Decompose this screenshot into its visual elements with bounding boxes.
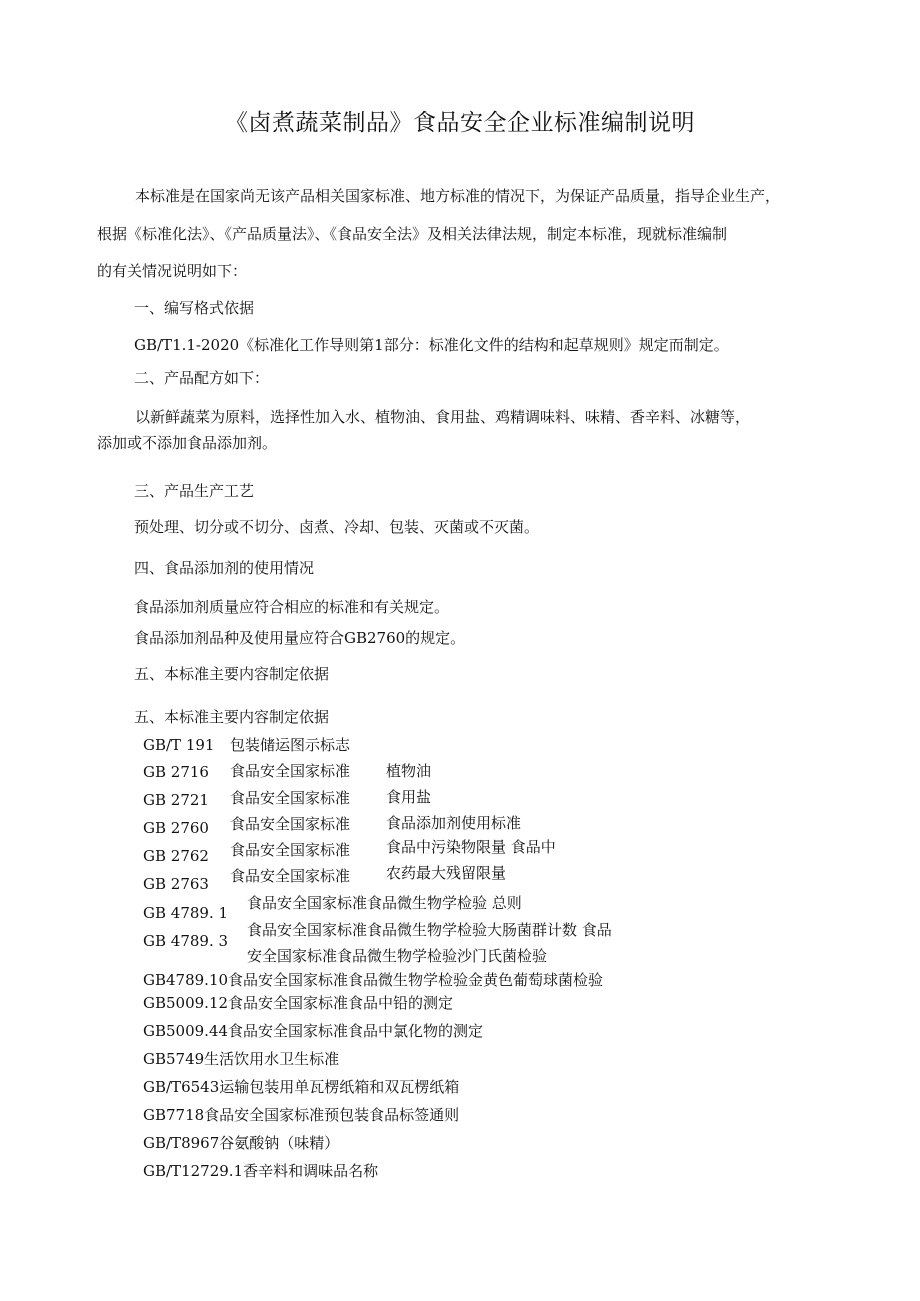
standard-wrapped-line: 安全国家标准食品微生物学检验沙门氏菌检验 <box>247 947 548 965</box>
standard-subject: 食品添加剂使用标准 <box>386 814 522 832</box>
standard-entry: GB/T12729.1香辛料和调味品名称 <box>143 1162 379 1180</box>
section-4-line-1: 食品添加剂质量应符合相应的标准和有关规定。 <box>134 598 450 616</box>
section-2-heading: 二、产品配方如下： <box>134 369 270 387</box>
standard-title: 食品安全国家标准 <box>230 815 351 833</box>
standard-code: GB 2721 <box>143 791 209 809</box>
standard-title: 食品安全国家标准 <box>230 841 351 859</box>
section-1-text: GB/T1.1-2020《标准化工作导则第1部分：标准化文件的结构和起草规则》规定而制定。 <box>134 336 729 354</box>
standard-code: GB 2716 <box>143 763 209 781</box>
standard-code: GB 4789. 1 <box>143 904 229 922</box>
standard-code: GB 2763 <box>143 875 209 893</box>
standard-title: 食品安全国家标准 <box>230 789 351 807</box>
standard-title: 食品安全国家标准 <box>230 762 351 780</box>
standard-entry: GB7718食品安全国家标准预包装食品标签通则 <box>143 1106 460 1124</box>
intro-line-2: 根据《标准化法》、《产品质量法》、《食品安全法》及相关法律法规，制定本标准，现就标准编制 <box>97 225 728 243</box>
intro-line-1: 本标准是在国家尚无该产品相关国家标准、地方标准的情况下，为保证产品质量，指导企业生产， <box>135 187 781 205</box>
standard-subject: 农药最大残留限量 <box>386 864 507 882</box>
standard-subject: 植物油 <box>386 762 432 780</box>
standard-code: GB 4789. 3 <box>143 932 229 950</box>
section-1-heading: 一、编写格式依据 <box>134 299 255 317</box>
standard-wrapped-line: 食品安全国家标准食品微生物学检验大肠菌群计数 食品 <box>247 921 612 939</box>
standard-entry: GB5749生活饮用水卫生标准 <box>143 1050 340 1068</box>
section-3-text: 预处理、切分或不切分、卤煮、冷却、包装、灭菌或不灭菌。 <box>134 518 540 536</box>
standard-code: GB 2762 <box>143 847 209 865</box>
standard-entry: GB5009.44食品安全国家标准食品中氯化物的测定 <box>143 1022 484 1040</box>
document-title: 《卤煮蔬菜制品》食品安全企业标准编制说明 <box>225 110 695 136</box>
standard-title: 包装储运图示标志 <box>230 736 351 754</box>
standard-entry: GB5009.12食品安全国家标准食品中铅的测定 <box>143 994 454 1012</box>
standard-wrapped-line: 食品安全国家标准食品微生物学检验 总则 <box>247 894 522 912</box>
standard-code: GB/T 191 <box>143 736 215 754</box>
standard-title: 食品安全国家标准 <box>230 867 351 885</box>
section-4-heading: 四、食品添加剂的使用情况 <box>134 559 315 577</box>
section-5-heading-repeat: 五、本标准主要内容制定依据 <box>134 708 330 726</box>
intro-line-3: 的有关情况说明如下： <box>97 262 248 280</box>
standard-subject: 食用盐 <box>386 788 432 806</box>
section-5-heading: 五、本标准主要内容制定依据 <box>134 665 330 683</box>
section-4-line-2: 食品添加剂品种及使用量应符合GB2760的规定。 <box>134 629 466 647</box>
section-3-heading: 三、产品生产工艺 <box>134 482 255 500</box>
standard-subject: 食品中污染物限量 食品中 <box>386 838 556 856</box>
standard-entry: GB4789.10食品安全国家标准食品微生物学检验金黄色葡萄球菌检验 <box>143 971 604 989</box>
section-2-line-2: 添加或不添加食品添加剂。 <box>97 434 278 452</box>
standard-entry: GB/T6543运输包装用单瓦楞纸箱和双瓦楞纸箱 <box>143 1078 460 1096</box>
standard-code: GB 2760 <box>143 819 209 837</box>
section-2-line-1: 以新鲜蔬菜为原料，选择性加入水、植物油、食用盐、鸡精调味料、味精、香辛料、冰糖等， <box>135 408 751 426</box>
standard-entry: GB/T8967谷氨酸钠（味精） <box>143 1134 340 1152</box>
